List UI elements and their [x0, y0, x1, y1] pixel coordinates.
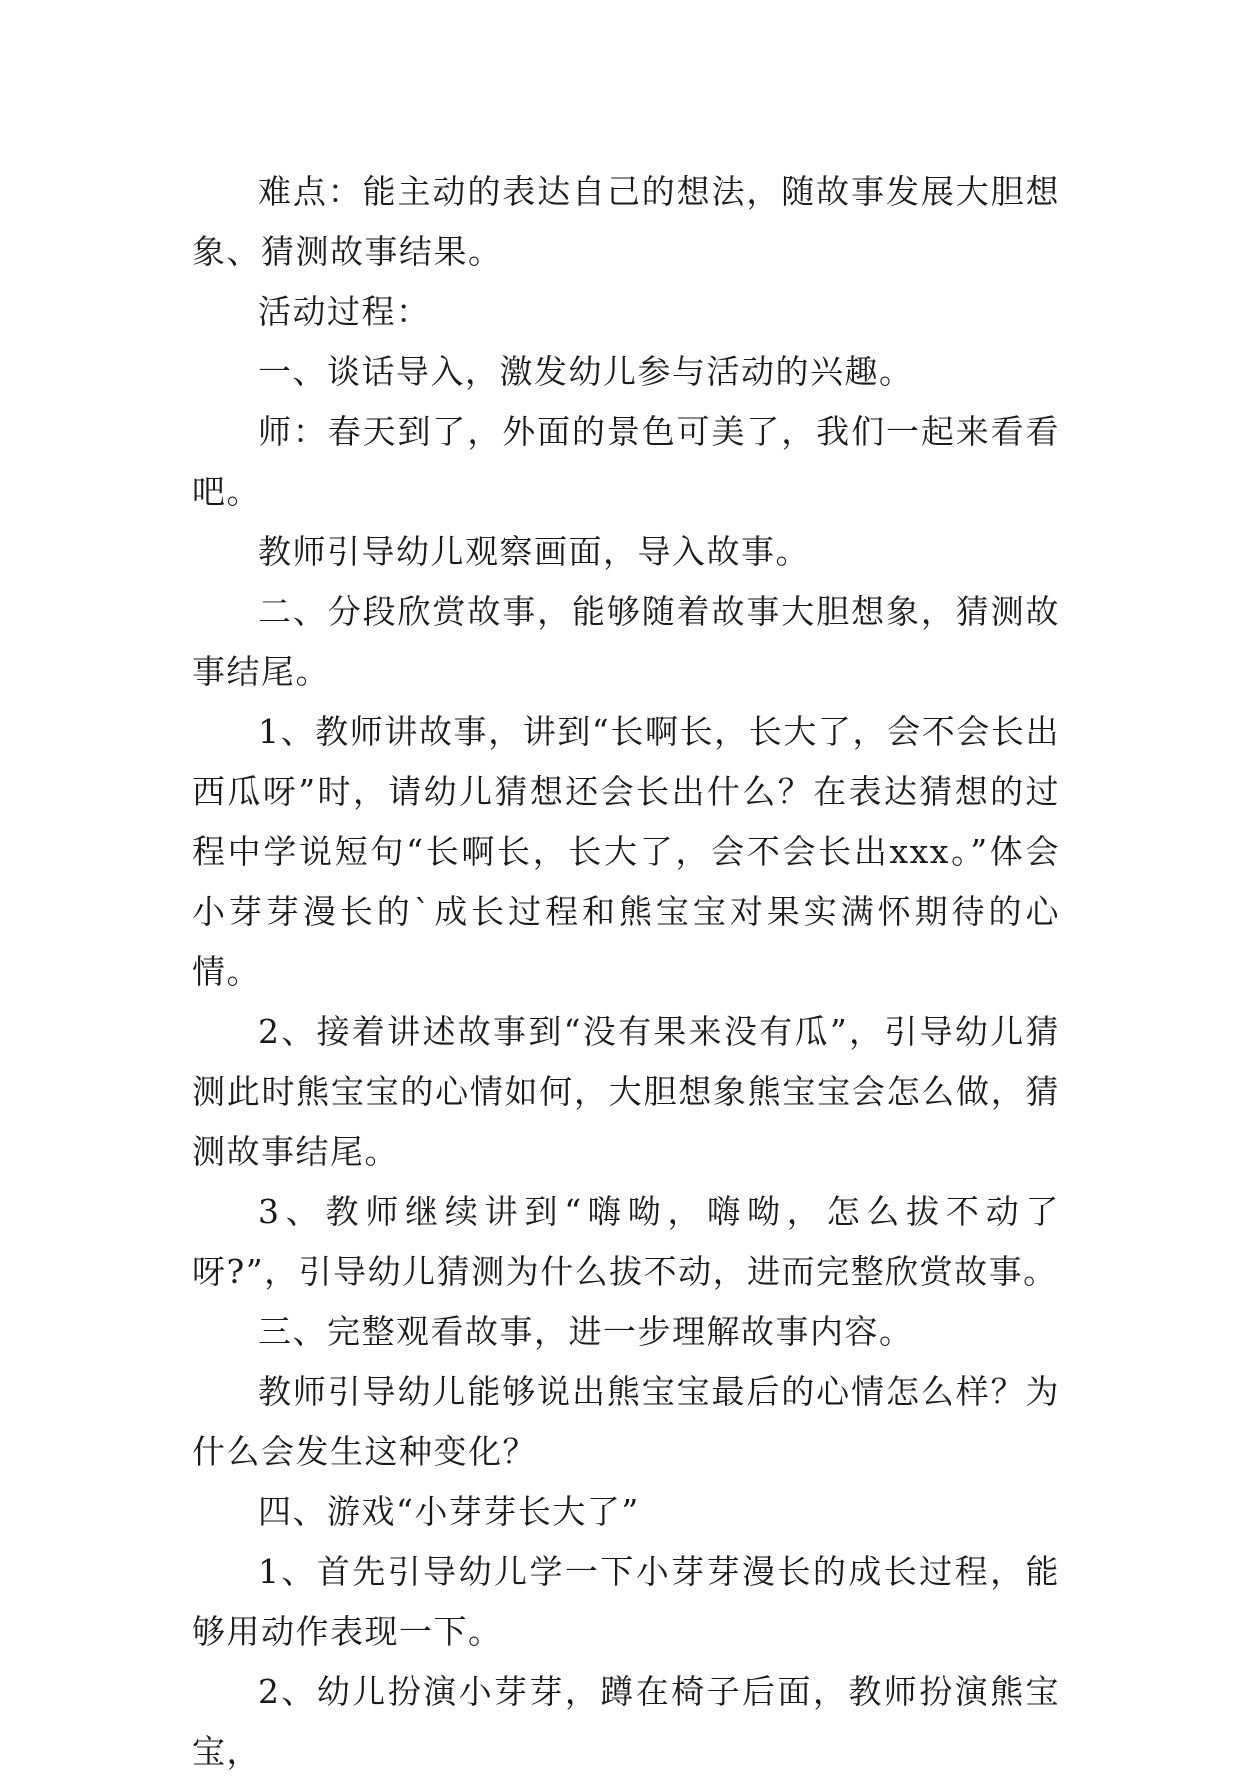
paragraph-step-2-2: 2、接着讲述故事到“没有果来没有瓜”，引导幼儿猜测此时熊宝宝的心情如何，大胆想象熊宝宝会怎么做，猜测故事结尾。: [192, 1012, 1060, 1171]
paragraph-activity-process-heading: 活动过程：: [258, 292, 431, 331]
paragraph-section-2-heading: 二、分段欣赏故事，能够随着故事大胆想象，猜测故事结尾。: [192, 592, 1060, 691]
paragraph-difficulty: 难点：能主动的表达自己的想法，随故事发展大胆想象、猜测故事结果。: [192, 172, 1060, 271]
paragraph-step-4-1: 1、首先引导幼儿学一下小芽芽漫长的成长过程，能够用动作表现一下。: [192, 1552, 1060, 1651]
paragraph-step-4-2: 2、幼儿扮演小芽芽，蹲在椅子后面，教师扮演熊宝宝，: [192, 1672, 1060, 1771]
paragraph-section-1-heading: 一、谈话导入，激发幼儿参与活动的兴趣。: [258, 352, 914, 391]
paragraph-section-4-heading: 四、游戏“小芽芽长大了”: [258, 1492, 640, 1531]
paragraph-section-3-heading: 三、完整观看故事，进一步理解故事内容。: [258, 1312, 914, 1351]
paragraph-step-2-1: 1、教师讲故事，讲到“长啊长，长大了，会不会长出西瓜呀”时，请幼儿猜想还会长出什么？在表达猜想的过程中学说短句“长啊长，长大了，会不会长出xxx。”体会小芽芽漫长的`成长过程和熊宝宝对果实满怀期待的心情。: [192, 712, 1060, 991]
paragraph-teacher-line: 师：春天到了，外面的景色可美了，我们一起来看看吧。: [192, 412, 1060, 511]
paragraph-section-3-body: 教师引导幼儿能够说出熊宝宝最后的心情怎么样？为什么会发生这种变化？: [192, 1372, 1060, 1471]
paragraph-observe-picture: 教师引导幼儿观察画面，导入故事。: [258, 532, 810, 571]
paragraph-step-2-3: 3、教师继续讲到“嗨呦，嗨呦，怎么拔不动了呀?”，引导幼儿猜测为什么拔不动，进而完整欣赏故事。: [192, 1192, 1060, 1291]
document-body: [192, 162, 1060, 1782]
